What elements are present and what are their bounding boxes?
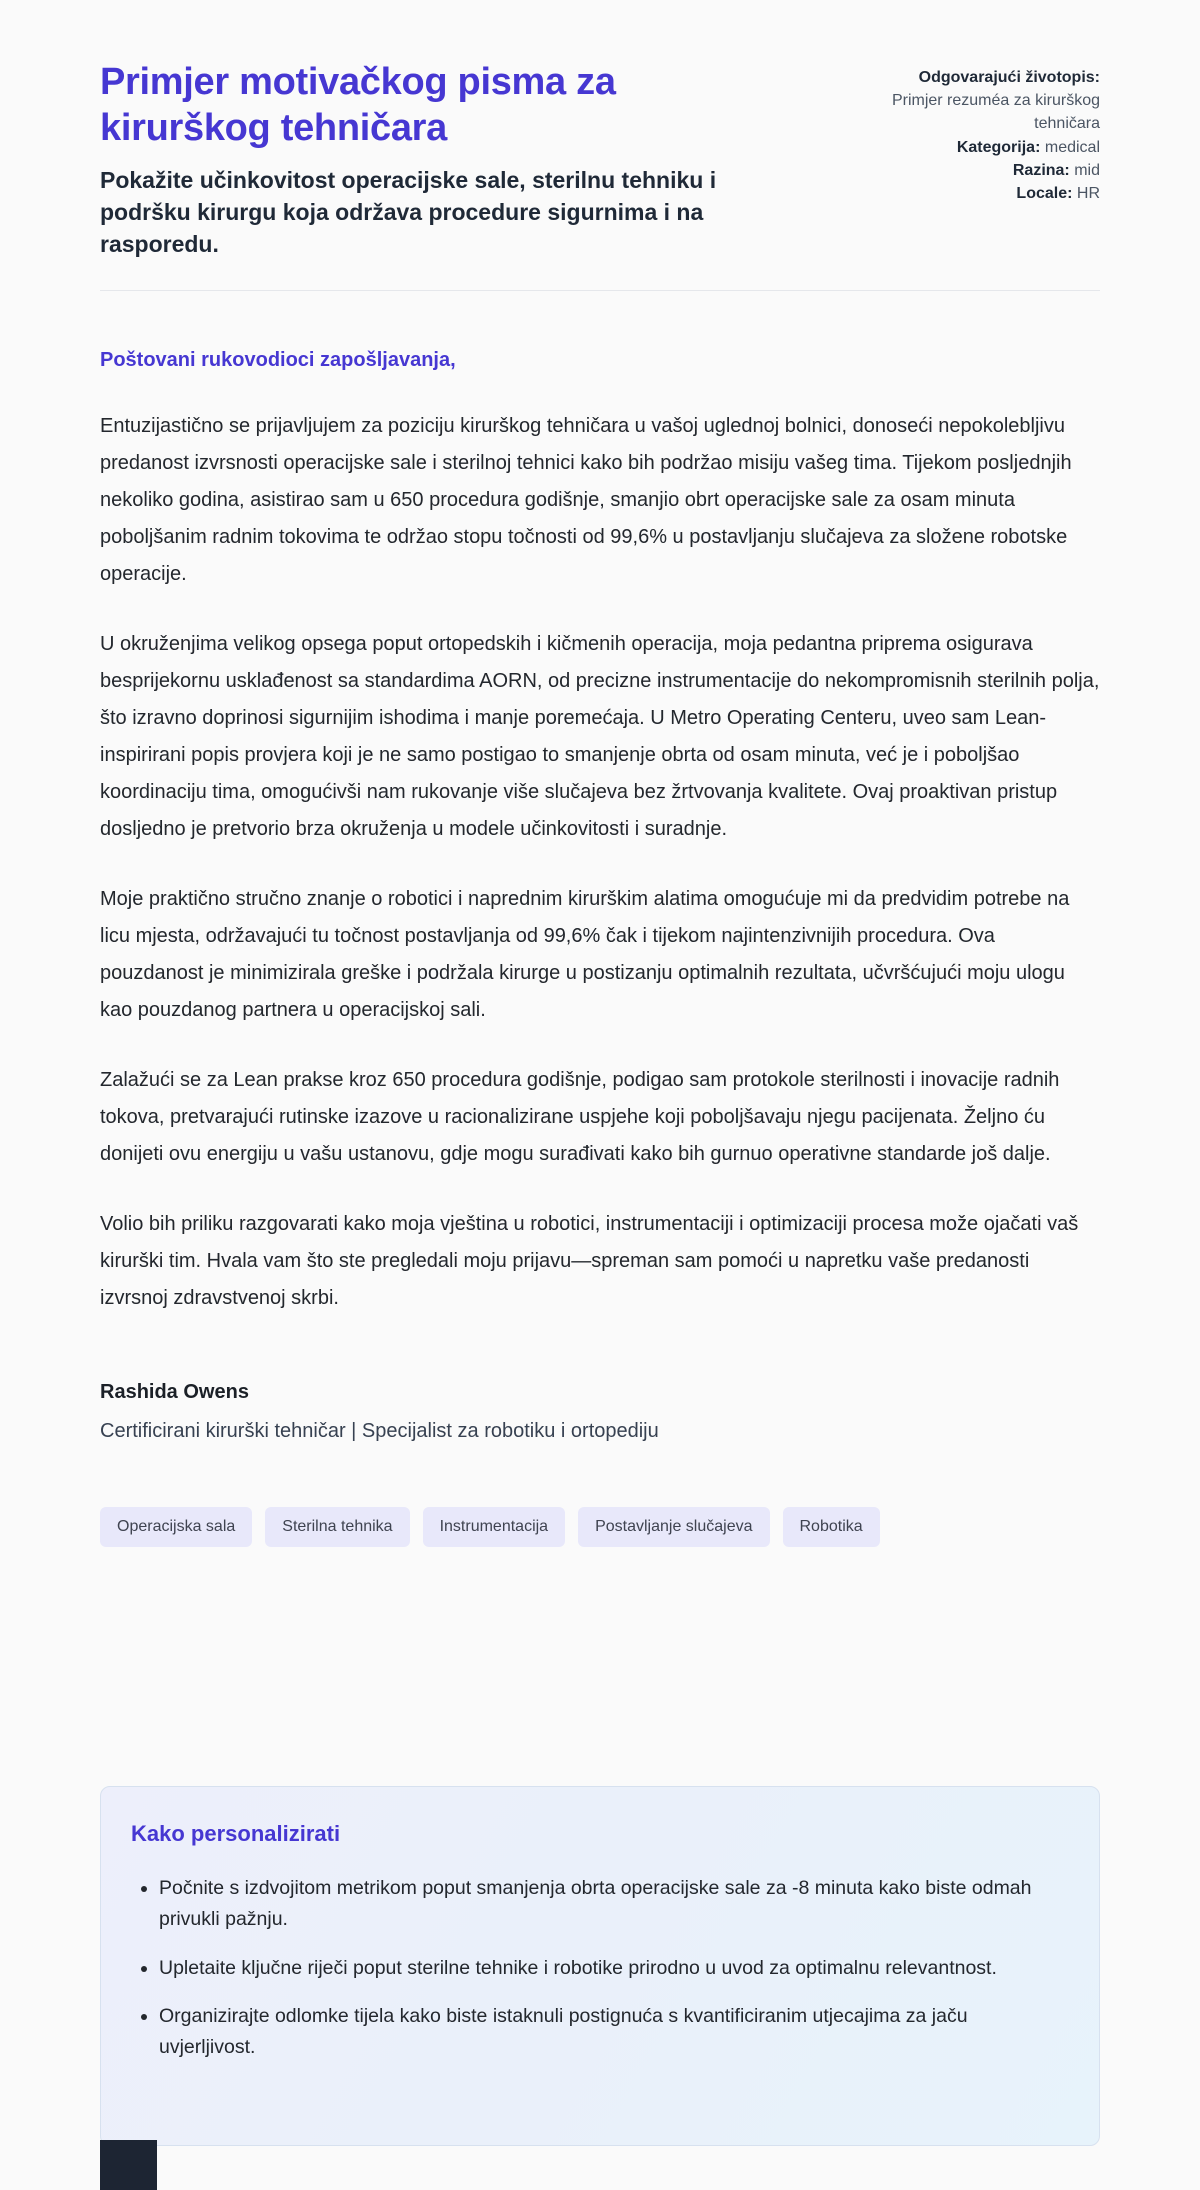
greeting: Poštovani rukovodioci zapošljavanja, [100,349,456,372]
content-container [100,0,1100,1547]
callout-title: Kako personalizirati [131,1821,341,1846]
signature-name: Rashida Owens [100,1381,249,1404]
related-resume-label-text: Odgovarajući životopis: [918,69,1100,86]
locale-label: Locale: [1016,184,1073,202]
callout-bullet: • Organizirajte odlomke tijela kako biste istaknuli postignuća s kvantificiranim utjecajima za jaču uvjerljivost. [159,2001,1055,2063]
tag-chip-robotics[interactable]: Robotika [783,1507,880,1547]
header [100,60,1100,260]
meta-level-row [865,159,1100,182]
locale-value: HR [1076,184,1100,202]
signature-title: Certificirani kirurški tehničar | Specijalist za robotiku i ortopediju [100,1420,659,1443]
callout-bullet: • Počnite s izdvojitom metrikom poput smanjenja obrta operacijske sale za -8 minuta kako biste odmah privukli pažnju. [159,1873,1055,1935]
header-title-block [100,60,730,260]
category-value: medical [1044,138,1100,156]
letter-paragraph: Entuzijastično se prijavljujem za poziciju kirurškog tehničara u vašoj uglednoj bolnici, donoseći nepokolebljivu predanost izvrsnosti operacijske sale i sterilnoj tehnici kako bih podržao misiju vašeg tima. Tijekom posljednjih nekoliko godina, asistirao sam u 650 procedura godišnje, smanjio obrt operacijske sale za osam minuta poboljšanim radnim tokovima te održao stopu točnosti od 99,6% u postavljanju slučajeva za složene robotske operacije. [100,415,1072,586]
letter-paragraph: Volio bih priliku razgovarati kako moja vještina u robotici, instrumentaciji i optimizaciji procesa može ojačati vaš kirurški tim. Hvala vam što ste pregledali moju prijavu—spreman sam pomoći u napretku vaše predanosti izvrsnoj zdravstvenoj skrbi. [100,1213,1079,1310]
meta-locale-row [865,182,1100,205]
callout-bullet: • Upletaite ključne riječi poput sterilne tehnike i robotike prirodno u uvod za optimalnu relevantnost. [159,1953,1055,1984]
meta-panel [865,60,1100,205]
personalization-callout [100,1786,1100,2146]
page-subtitle: Pokažite učinkovitost operacijske sale, sterilnu tehniku i podršku kirurgu koja održava procedure sigurnima i na rasporedu. [100,167,717,257]
level-label: Razina: [1012,161,1070,179]
level-value: mid [1074,161,1100,179]
letter-paragraph: U okruženjima velikog opsega poput ortopedskih i kičmenih operacija, moja pedantna priprema osigurava besprijekornu usklađenost sa standardima AORN, od precizne instrumentacije do nekompromisnih sterilnih polja, što izravno doprinosi sigurnijim ishodima i manje poremećaja. U Metro Operating Centeru, uveo sam Lean-inspirirani popis provjera koji je ne samo postigao to smanjenje obrta od osam minuta, već je i poboljšao koordinaciju tima, omogućivši nam rukovanje više slučajeva bez žrtvovanja kvalitete. Ovaj proaktivan pristup dosljedno je pretvorio brza okruženja u modele učinkovitosti i suradnje. [100,633,1100,841]
letter-paragraph: Moje praktično stručno znanje o robotici i naprednim kirurškim alatima omogućuje mi da predvidim potrebe na licu mjesta, održavajući tu točnost postavljanja od 99,6% čak i tijekom najintenzivnijih procedura. Ova pouzdanost je minimizirala greške i podržala kirurge u postizanju optimalnih rezultata, učvršćujući moju ulogu kao pouzdanog partnera u operacijskoj sali. [100,888,1070,1022]
tag-chip-sterile-technique[interactable]: Sterilna tehnika [265,1507,409,1547]
meta-category-row [865,136,1100,159]
letter-paragraph: Zalažući se za Lean prakse kroz 650 procedura godišnje, podigao sam protokole sterilnosti i inovacije radnih tokova, pretvarajući rutinske izazove u racionalizirane uspjehe koji poboljšavaju njegu pacijenata. Željno ću donijeti ovu energiju u vašu ustanovu, gdje mogu surađivati kako bih gurnuo operativne standarde još dalje. [100,1069,1060,1166]
tag-chip-case-setup[interactable]: Postavljanje slučajeva [578,1507,769,1547]
tag-chip-instrumentation[interactable]: Instrumentacija [423,1507,566,1547]
letter-body [100,408,1100,1317]
divider [100,290,1100,291]
category-label: Kategorija: [956,138,1041,156]
bottom-left-partial-button[interactable] [100,2140,157,2190]
callout-bullet-list [131,1873,1055,2063]
tag-chip-operating-room[interactable]: Operacijska sala [100,1507,252,1547]
related-resume-label [865,66,1100,89]
tag-list [100,1507,1100,1547]
page-title: Primjer motivačkog pisma za kirurškog tehničara [100,61,616,149]
related-resume-link[interactable]: Primjer rezuméa za kirurškog tehničara [891,92,1100,133]
